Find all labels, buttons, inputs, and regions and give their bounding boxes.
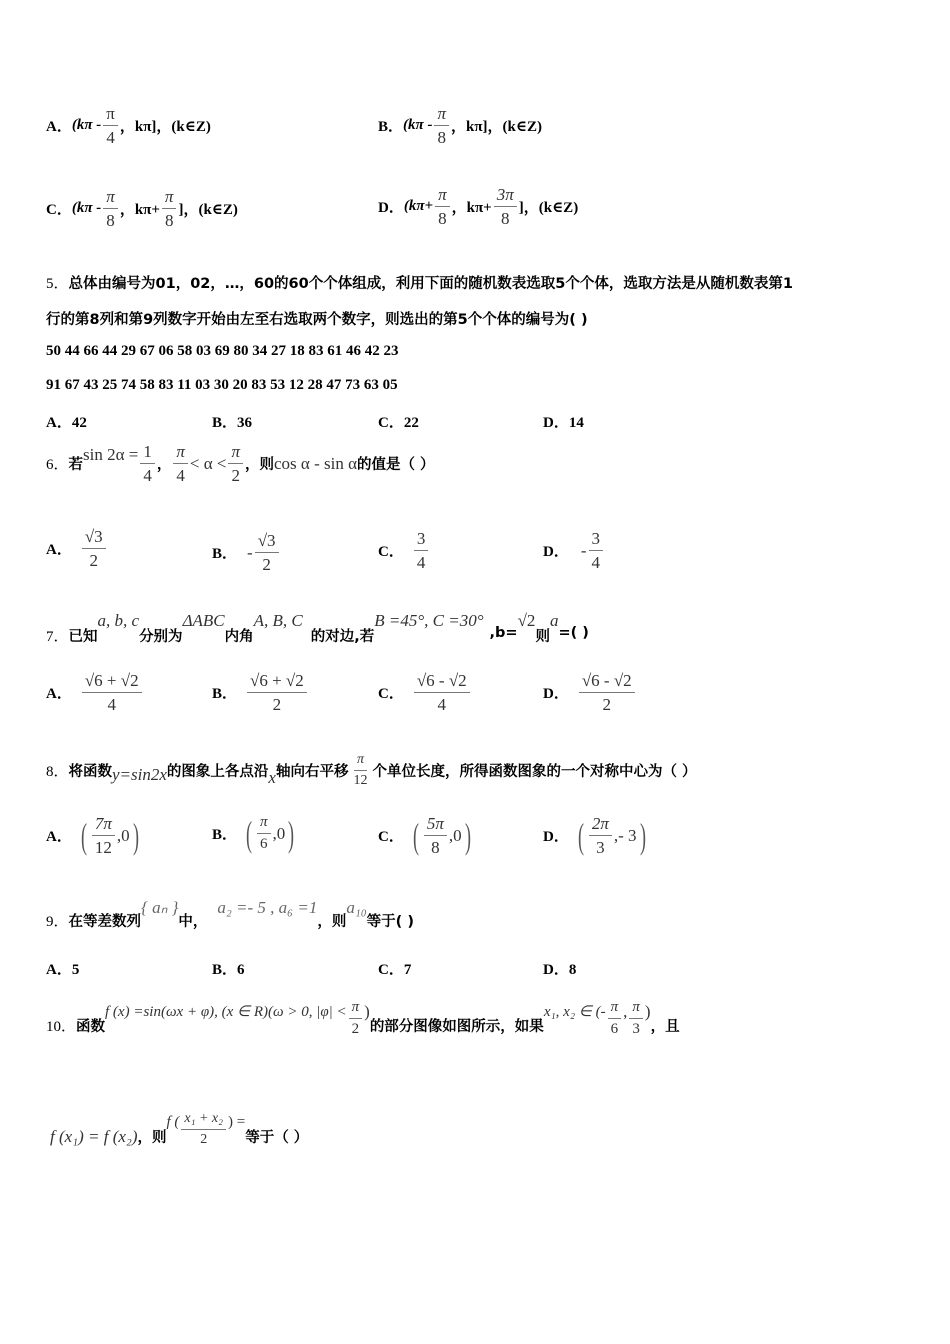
- option-label: A．: [46, 962, 72, 978]
- question-number: 10．: [46, 1019, 77, 1035]
- option-label: D．: [543, 686, 569, 702]
- fraction: [414, 530, 429, 571]
- math-expression: y=sin2x: [112, 765, 167, 784]
- math-expression: B =45°, C =30°: [374, 611, 484, 630]
- denominator: 12: [94, 838, 112, 857]
- denominator: 2: [272, 695, 282, 714]
- q7-option-c: [378, 672, 472, 713]
- numerator: √3: [82, 528, 106, 549]
- denominator: 8: [431, 838, 440, 857]
- option-label: B．: [212, 962, 238, 978]
- denominator: 8: [106, 211, 115, 230]
- math-paren: ): [644, 1001, 651, 1021]
- numerator: √6 + √2: [247, 672, 307, 693]
- q5-option-c: [378, 411, 419, 432]
- option-text: ，kπ+: [119, 202, 160, 218]
- denominator: 6: [260, 836, 268, 852]
- question-text: 函数: [76, 1019, 106, 1035]
- denominator: 4: [176, 466, 185, 485]
- math-expression: a: [549, 611, 559, 630]
- fraction: [494, 186, 517, 227]
- question-text: 的部分图像如图所示，如果: [369, 1019, 544, 1035]
- option-label: C．: [378, 415, 404, 431]
- denominator: 8: [438, 209, 447, 228]
- option-text: (kπ -: [71, 200, 102, 216]
- option-text: (kπ+: [403, 198, 434, 214]
- math-inequality: < α <: [189, 453, 227, 473]
- option-value: 42: [71, 415, 87, 431]
- option-label: A．: [46, 686, 72, 702]
- q9-option-c: [378, 958, 411, 979]
- q8-option-d: [543, 815, 649, 856]
- math-comma: ,: [623, 1001, 628, 1021]
- numerator: π: [354, 753, 367, 771]
- option-label: B．: [212, 827, 238, 843]
- question-text: 在等差数列: [68, 914, 142, 930]
- denominator: 2: [602, 695, 611, 714]
- question-text: 等于( ): [366, 914, 414, 930]
- math-expression: f (x₁) = f (x₂): [50, 1126, 138, 1146]
- q4-option-d: [378, 186, 578, 227]
- option-value: 8: [568, 962, 577, 978]
- math-expression: f (: [166, 1114, 180, 1130]
- option-label: B．: [212, 546, 238, 562]
- denominator: 8: [437, 128, 446, 147]
- question-number: 7．: [46, 629, 69, 645]
- q10-stem-line1: [46, 1000, 680, 1037]
- denominator: 4: [591, 553, 601, 572]
- q6-option-c: [378, 530, 430, 571]
- question-text: 若: [68, 457, 84, 473]
- math-expression: [83, 445, 138, 465]
- question-text: 总体由编号为01，02，…，60的60个个体组成，利用下面的随机数表选取5个个体，选取方法是从随机数表第1: [68, 276, 793, 292]
- q9-stem: [46, 898, 414, 931]
- coordinate-tail: ,0: [116, 825, 130, 845]
- denominator: 2: [231, 466, 240, 485]
- numerator: √3: [255, 532, 279, 553]
- q5-line1: [46, 272, 793, 293]
- question-text: 分别为: [139, 629, 183, 645]
- right-paren: ): [288, 813, 295, 854]
- fraction: [173, 443, 188, 484]
- question-text: 已知: [68, 629, 98, 645]
- option-label: D．: [543, 829, 569, 845]
- option-text: (kπ -: [71, 117, 102, 133]
- question-text: 的图象上各点沿: [166, 763, 269, 780]
- fraction: [350, 753, 370, 788]
- q5-line2: 行的第8列和第9列数字开始由左至右选取两个数字，则选出的第5个个体的编号为( ): [46, 312, 588, 328]
- question-text: 个单位长度，所得函数图象的一个对称中心为（ ）: [372, 763, 697, 780]
- q9-option-d: [543, 958, 576, 979]
- fraction: [589, 815, 612, 856]
- option-text: (kπ -: [403, 117, 433, 133]
- denominator: 12: [353, 772, 368, 788]
- math-lhs: sin 2α =: [83, 444, 139, 464]
- q7-stem: [46, 611, 589, 646]
- numerator: π: [349, 1000, 363, 1019]
- sign: -: [247, 542, 253, 562]
- question-text: 内角: [224, 629, 254, 645]
- fraction: [140, 443, 155, 484]
- fraction: [82, 672, 142, 713]
- q7-option-b: [212, 672, 309, 713]
- question-text: 的值是（ ）: [357, 457, 435, 473]
- fraction: [228, 443, 243, 484]
- option-label: C．: [378, 962, 404, 978]
- numerator: π: [257, 815, 271, 834]
- question-text: 轴向右平移: [275, 763, 349, 780]
- option-text: ，kπ]，(k∈Z): [119, 119, 211, 135]
- option-value: 36: [237, 415, 253, 431]
- option-label: C．: [46, 202, 72, 218]
- fraction: [608, 1000, 622, 1037]
- option-label: C．: [378, 544, 404, 560]
- fraction: [349, 1000, 363, 1037]
- math-paren: ): [364, 1001, 370, 1021]
- denominator: 2: [351, 1021, 360, 1037]
- random-table-row-2: 91 67 43 25 74 58 83 11 03 30 20 83 53 12 28 47 73 63 05: [46, 377, 398, 393]
- question-text: ，则: [317, 914, 347, 930]
- random-table-row-1: 50 44 66 44 29 67 06 58 03 69 80 34 27 18 83 61 46 42 23: [46, 343, 399, 359]
- fraction: [247, 672, 307, 713]
- numerator: 5π: [424, 815, 447, 836]
- question-text: ，则: [137, 1130, 167, 1146]
- q4-option-b: [378, 105, 542, 146]
- numerator: 3: [414, 530, 429, 551]
- fraction: [414, 672, 470, 713]
- option-text: ]，(k∈Z): [518, 200, 579, 216]
- math-expression: a₂ =- 5 , a₆ =1: [217, 898, 318, 917]
- option-value: 14: [568, 415, 584, 431]
- fraction: [103, 105, 118, 146]
- q6-option-b: [212, 532, 281, 573]
- question-text: 的对边,若: [310, 629, 375, 645]
- option-value: 5: [71, 962, 80, 978]
- fraction: [435, 186, 450, 227]
- math-expression: cos α - sin α: [274, 453, 357, 473]
- option-label: C．: [378, 686, 404, 702]
- option-text: ]，(k∈Z): [178, 202, 238, 218]
- math-expression: ) =: [228, 1114, 246, 1130]
- q4-option-a: [46, 105, 211, 146]
- denominator: 4: [107, 695, 116, 714]
- math-expression: a₁₀: [346, 898, 367, 917]
- fraction: [162, 188, 177, 229]
- denominator: 2: [89, 551, 99, 570]
- denominator: 8: [500, 209, 510, 228]
- denominator: 4: [106, 128, 115, 147]
- option-label: B．: [212, 686, 238, 702]
- math-expression: x: [268, 768, 276, 787]
- numerator: π: [228, 443, 243, 464]
- coordinate-tail: ,0: [448, 825, 462, 845]
- option-text: ，kπ]，(k∈Z): [450, 119, 542, 135]
- numerator: π: [162, 188, 177, 209]
- q9-option-b: [212, 958, 245, 979]
- numerator: 2π: [589, 815, 612, 836]
- numerator: π: [434, 105, 449, 126]
- denominator: 3: [632, 1021, 640, 1037]
- right-paren: ): [464, 815, 471, 856]
- fraction: [181, 1112, 226, 1147]
- denominator: 4: [416, 553, 426, 572]
- numerator: π: [629, 1000, 643, 1019]
- math-expression: √2: [517, 611, 536, 630]
- option-label: A．: [46, 119, 72, 135]
- left-paren: (: [412, 815, 419, 856]
- q8-stem: [46, 752, 697, 788]
- left-paren: (: [577, 815, 584, 856]
- q6-option-d: [543, 530, 605, 571]
- numerator: π: [103, 105, 118, 126]
- q9-option-a: [46, 958, 79, 979]
- option-label: A．: [46, 829, 72, 845]
- numerator: √6 - √2: [414, 672, 470, 693]
- fraction: [579, 672, 635, 713]
- question-text: 则: [535, 629, 550, 645]
- question-number: 5．: [46, 276, 69, 292]
- question-text: ，且: [650, 1019, 680, 1035]
- q7-option-a: [46, 672, 144, 713]
- math-expression: A, B, C: [253, 611, 303, 630]
- numerator: 7π: [92, 815, 115, 836]
- option-label: D．: [543, 962, 569, 978]
- right-paren: ): [639, 815, 646, 856]
- numerator: π: [173, 443, 188, 464]
- sign: -: [580, 540, 587, 560]
- numerator: 3: [589, 530, 604, 551]
- q10-stem-line2: [50, 1112, 308, 1147]
- option-label: D．: [378, 200, 404, 216]
- denominator: 4: [143, 466, 152, 485]
- option-label: A．: [46, 415, 72, 431]
- q4-option-c: [46, 188, 238, 229]
- denominator: 6: [610, 1021, 619, 1037]
- function-definition: f (x) =sin(ωx + φ), (x ∈ R)(ω > 0, |φ| <: [105, 1004, 347, 1020]
- q5-option-d: [543, 411, 584, 432]
- denominator: 3: [596, 838, 605, 857]
- question-number: 9．: [46, 914, 69, 930]
- option-value: 6: [237, 962, 245, 978]
- numerator: √6 - √2: [579, 672, 635, 693]
- fraction: [82, 528, 106, 569]
- denominator: 2: [200, 1132, 208, 1147]
- question-text: ，则: [245, 457, 275, 473]
- numerator: √6 + √2: [82, 672, 142, 693]
- numerator: π: [608, 1000, 622, 1019]
- q6-option-a: [46, 528, 108, 569]
- math-expression: a, b, c: [97, 611, 140, 630]
- fraction: [92, 815, 115, 856]
- option-label: A．: [46, 542, 72, 558]
- option-label: B．: [378, 119, 404, 135]
- numerator: π: [103, 188, 118, 209]
- sequence-notation: { aₙ }: [141, 898, 179, 917]
- q8-option-c: [378, 815, 474, 856]
- numerator: 3π: [494, 186, 517, 207]
- question-text: 中，: [178, 914, 208, 930]
- q8-option-a: [46, 815, 142, 856]
- question-text: 等于（ ）: [245, 1130, 309, 1146]
- question-number: 6．: [46, 457, 69, 473]
- coordinate-tail: ,0: [272, 823, 286, 843]
- question-number: 8．: [46, 763, 69, 780]
- q7-option-d: [543, 672, 637, 713]
- question-text: ,b=: [489, 625, 518, 641]
- left-paren: (: [80, 815, 87, 856]
- math-expression: ΔABC: [182, 611, 225, 630]
- numerator: π: [435, 186, 450, 207]
- question-text: =( ): [558, 625, 589, 641]
- fraction: [257, 815, 271, 852]
- denominator: 4: [437, 695, 446, 714]
- option-label: B．: [212, 415, 238, 431]
- coordinate-tail: ,- 3: [613, 825, 637, 845]
- right-paren: ): [132, 815, 139, 856]
- q5-option-b: [212, 411, 252, 432]
- option-label: D．: [543, 415, 569, 431]
- fraction: [434, 105, 449, 146]
- numerator: 1: [140, 443, 155, 464]
- separator: ，: [156, 457, 172, 473]
- fraction: [103, 188, 118, 229]
- q8-option-b: [212, 815, 297, 852]
- q6-stem: [46, 443, 435, 484]
- fraction: [589, 530, 604, 571]
- option-value: 22: [403, 415, 419, 431]
- fraction: [629, 1000, 643, 1037]
- fraction: [255, 532, 279, 573]
- question-text: 将函数: [68, 763, 113, 780]
- denominator: 8: [164, 211, 174, 230]
- left-paren: (: [246, 813, 253, 854]
- denominator: 2: [262, 555, 271, 574]
- option-label: C．: [378, 829, 404, 845]
- numerator: x₁ + x₂: [181, 1112, 226, 1130]
- option-label: D．: [543, 544, 569, 560]
- math-expression: x₁, x₂ ∈ (-: [543, 1004, 606, 1020]
- option-text: ，kπ+: [451, 200, 492, 216]
- q5-option-a: [46, 411, 87, 432]
- option-value: 7: [403, 962, 412, 978]
- fraction: [424, 815, 447, 856]
